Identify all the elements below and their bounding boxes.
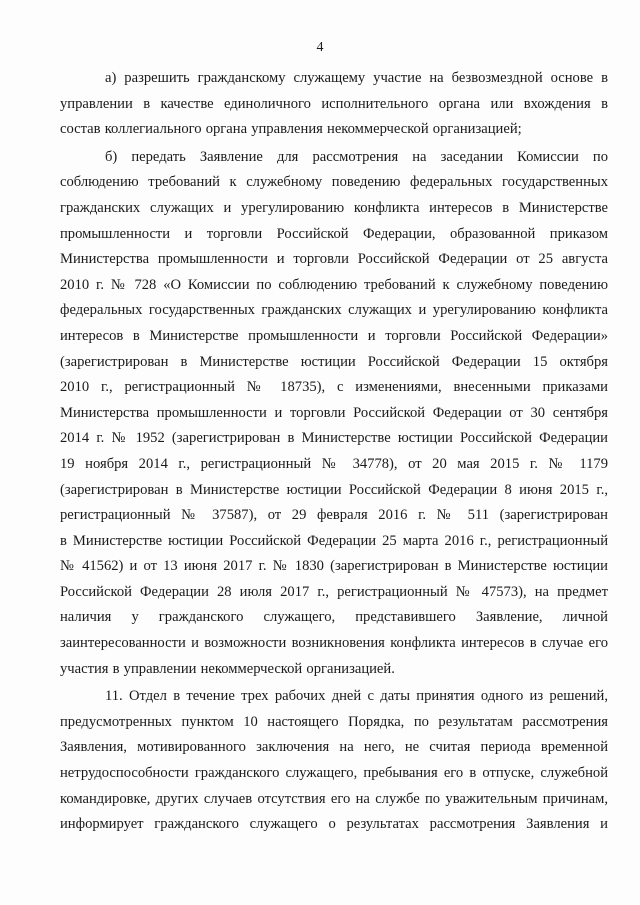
text-line: Российской Федерации 28 июля 2017 г., регистрационный № 47573), на предмет [60, 583, 608, 600]
text-line: Министерства промышленности и торговли Российской Федерации от 25 августа [60, 251, 608, 268]
text-line: (зарегистрирован в Министерстве юстиции Российской Федерации 8 июня 2015 г., [60, 481, 608, 498]
text-line: б) передать Заявление для рассмотрения на заседании Комиссии по [105, 148, 608, 165]
text-line: 2010 г. № 728 «О Комиссии по соблюдению требований к служебному поведению [60, 276, 608, 293]
text-line: регистрационный № 37587), от 29 февраля 2016 г. № 511 (зарегистрирован [60, 507, 608, 524]
text-line: заинтересованности и возможности возникновения конфликта интересов в случае его [60, 635, 608, 652]
paragraph-a [60, 66, 608, 143]
document-body [60, 66, 608, 838]
text-line: федеральных государственных гражданских служащих и урегулированию конфликта [60, 302, 608, 319]
text-line: соблюдению требований к служебному поведению федеральных государственных [60, 174, 608, 191]
text-line: № 41562) и от 13 июня 2017 г. № 1830 (зарегистрирован в Министерстве юстиции [60, 558, 608, 575]
text-line: управлении в качестве единоличного исполнительного органа или вхождения в [60, 95, 608, 112]
text-line: состав коллегиального органа управления некоммерческой организацией; [60, 121, 522, 138]
text-line: предусмотренных пунктом 10 настоящего Порядка, по результатам рассмотрения [60, 713, 608, 730]
text-line: Министерства промышленности и торговли Российской Федерации от 30 сентября [60, 404, 608, 421]
text-line: нетрудоспособности гражданского служащего, пребывания его в отпуске, служебной [60, 765, 608, 782]
text-line: 19 ноября 2014 г., регистрационный № 34778), от 20 мая 2015 г. № 1179 [60, 455, 608, 472]
paragraph-b [60, 145, 608, 682]
page-number: 4 [316, 40, 324, 55]
paragraph-11 [60, 684, 608, 838]
text-line: участия в управлении некоммерческой организацией. [60, 660, 395, 677]
text-line: Заявления, мотивированного заключения на него, не считая периода временной [60, 739, 608, 756]
text-line: 2014 г. № 1952 (зарегистрирован в Министерстве юстиции Российской Федерации [60, 430, 608, 447]
text-line: командировке, других случаев отсутствия его на службе по уважительным причинам, [60, 790, 608, 807]
text-line: 2010 г., регистрационный № 18735), с изменениями, внесенными приказами [60, 379, 608, 396]
text-line: интересов в Министерстве промышленности и торговли Российской Федерации» [60, 327, 608, 344]
text-line: гражданских служащих и урегулированию конфликта интересов в Министерстве [60, 199, 608, 216]
text-line: информирует гражданского служащего о результатах рассмотрения Заявления и [60, 816, 608, 833]
text-line: (зарегистрирован в Министерстве юстиции Российской Федерации 15 октября [60, 353, 608, 370]
text-line: 11. Отдел в течение трех рабочих дней с даты принятия одного из решений, [105, 688, 608, 705]
text-line: в Министерстве юстиции Российской Федерации 25 марта 2016 г., регистрационный [60, 532, 608, 549]
text-line: промышленности и торговли Российской Федерации, образованной приказом [60, 225, 608, 242]
text-line: наличия у гражданского служащего, представившего Заявление, личной [60, 609, 608, 626]
text-line: а) разрешить гражданскому служащему участие на безвозмездной основе в [105, 70, 608, 86]
